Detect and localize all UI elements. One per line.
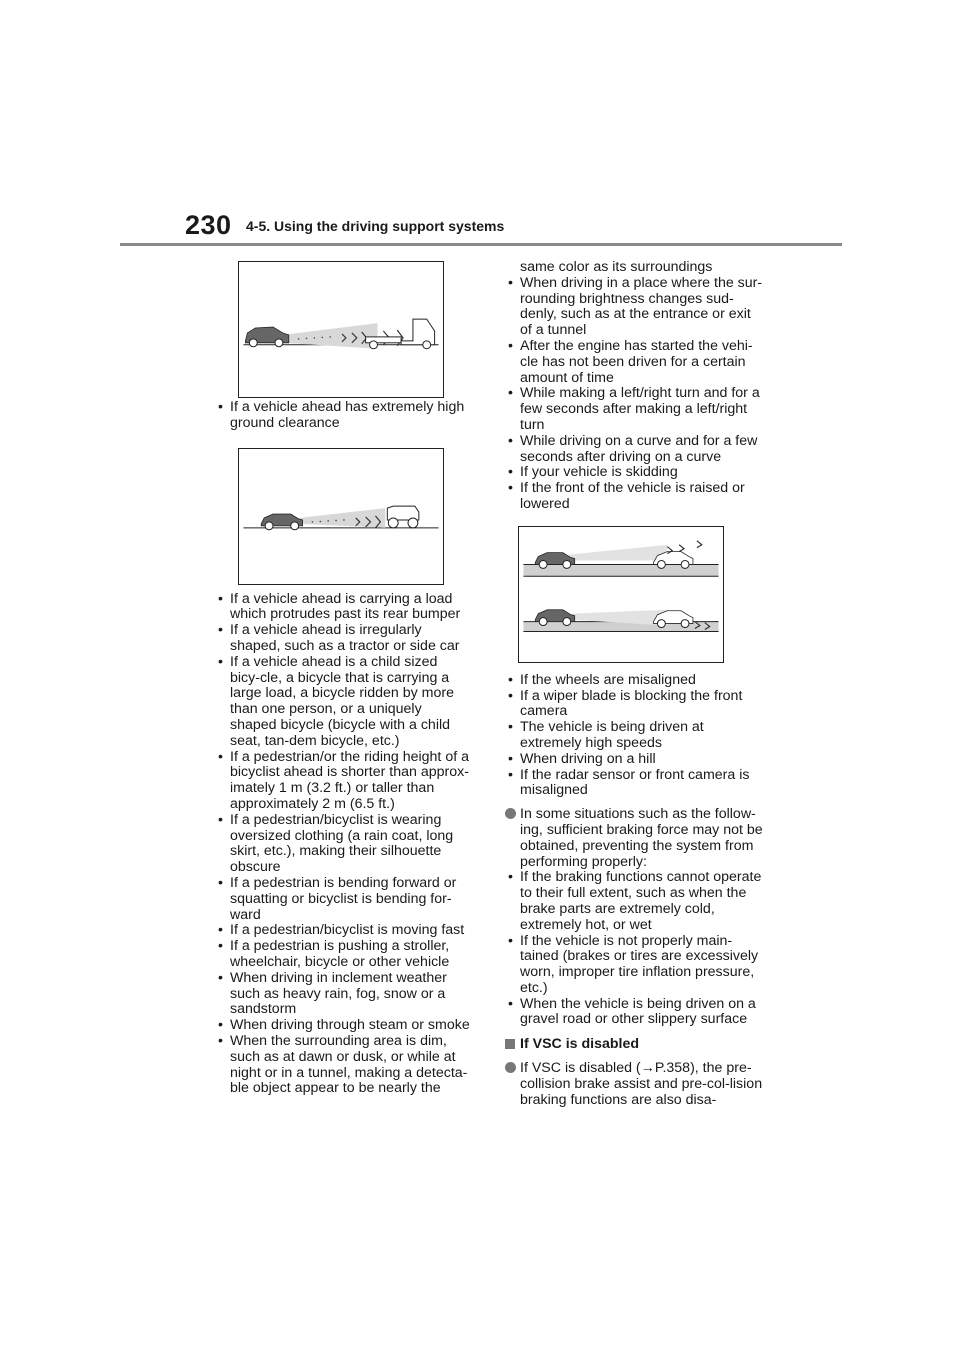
list-item: • When driving through steam or smoke <box>218 1017 470 1034</box>
list-item: • If a pedestrian/bicyclist is wearing oversized clothing (a rain coat, long skirt, etc.), making their silhouette obscure <box>218 811 454 876</box>
list-item: • If a vehicle ahead has extremely high ground clearance <box>218 399 465 431</box>
page-number: 230 <box>185 210 232 240</box>
list-item: • If a vehicle ahead is carrying a load which protrudes past its rear bumper <box>218 590 461 623</box>
list-item: • If a pedestrian is pushing a stroller, wheelchair, bicycle or other vehicle <box>218 938 450 970</box>
list-item: • If a wiper blade is blocking the front camera <box>508 687 743 720</box>
list-item: • The vehicle is being driven at extremely high speeds <box>508 719 704 751</box>
list-item: • If the vehicle is not properly main-tained (brakes or tires are excessively worn, improper tire inflation pressure, etc.) <box>508 932 759 996</box>
square-bullet-icon <box>505 1039 515 1049</box>
list-item: • If your vehicle is skidding <box>508 464 678 481</box>
figure-spacer <box>215 432 471 592</box>
braking-paragraph: In some situations such as the follow-ing, sufficient braking force may not be obtained, preventing the system from performing properly: <box>505 807 763 870</box>
list-item: • After the engine has started the vehi-cle has not been driven for a certain amount of time <box>508 337 753 386</box>
list-item: • When the surrounding area is dim, such as at dawn or dusk, or while at night or in a tunnel, making a detecta-ble object appear to be nearly the <box>218 1032 468 1097</box>
circle-bullet-icon <box>505 808 516 819</box>
list-item: • If the front of the vehicle is raised or lowered <box>508 480 745 512</box>
list-item: • While driving on a curve and for a few seconds after driving on a curve <box>508 432 758 465</box>
figure-spacer <box>505 513 763 673</box>
list-item: • If a pedestrian/bicyclist is moving fast <box>218 922 465 939</box>
list-item: • If the wheels are misaligned <box>508 671 696 688</box>
list-item: • If a pedestrian is bending forward or squatting or bicyclist is bending for-ward <box>218 874 457 923</box>
right-column <box>505 260 763 1108</box>
continued-text: same color as its surroundings <box>520 259 713 275</box>
circle-bullet-icon <box>505 1062 516 1073</box>
left-column <box>215 400 471 1097</box>
list-item: • When the vehicle is being driven on a gravel road or other slippery surface <box>508 995 756 1028</box>
list-item: • While making a left/right turn and for a few seconds after making a left/right turn <box>508 385 760 433</box>
list-item: • If the radar sensor or front camera is misaligned <box>508 766 750 799</box>
list-item: • If the braking functions cannot operate to their full extent, such as when the brake parts are extremely cold, extremely hot, or wet <box>508 869 762 933</box>
list-item: • If a pedestrian/or the riding height of a bicyclist ahead is shorter than approx-imately 1 m (3.2 ft.) or taller than approximately 2 m (6.5 ft.) <box>218 748 469 812</box>
header-divider <box>120 243 842 246</box>
vehicle-ahead-truck-illustration <box>238 261 444 398</box>
section-title: 4-5. Using the driving support systems <box>246 218 505 234</box>
list-item: • If a vehicle ahead is a child sized bicy-cle, a bicycle that is carrying a large load, a bicycle ridden by more than one person, or a uniquely shaped bicycle (bicycle with a child seat, tan-dem bicycle, etc.) <box>218 653 454 749</box>
vsc-heading: If VSC is disabled <box>505 1037 763 1053</box>
vsc-paragraph: If VSC is disabled (→P.358), the pre-collision brake assist and pre-col-lision braking functions are also disa- <box>505 1061 763 1108</box>
list-item: • When driving in inclement weather such as heavy rain, fog, snow or a sandstorm <box>218 969 447 1018</box>
list-item: • If a vehicle ahead is irregularly shaped, such as a tractor or side car <box>218 622 460 654</box>
list-item: • When driving on a hill <box>508 750 656 767</box>
list-item: • When driving in a place where the sur-rounding brightness changes sud-denly, such as at the entrance or exit of a tunnel <box>508 274 763 339</box>
